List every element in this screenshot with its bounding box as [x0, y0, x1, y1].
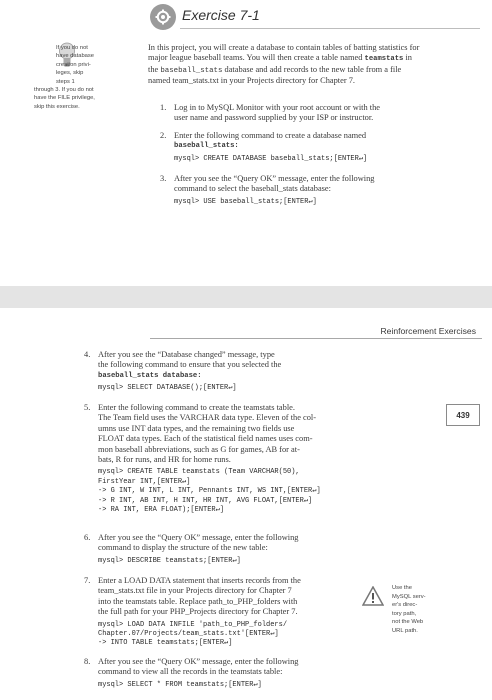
page-bottom	[0, 308, 492, 700]
step-line: baseball_stats:	[174, 142, 239, 151]
step-line: After you see the “Query OK” message, enter the following	[98, 533, 299, 542]
code-line: -> R INT, AB INT, H INT, HR INT, AVG FLOAT,[ENTER↵]	[98, 496, 313, 505]
inline-code: baseball_stats	[160, 66, 223, 75]
step-line: the following command to ensure that you selected the	[98, 360, 282, 370]
warning-icon	[362, 586, 384, 606]
step-line: Enter the following command to create the teamstats table.	[98, 403, 295, 412]
step-line: The Team field uses the VARCHAR data type. Eleven of the col-	[98, 413, 317, 423]
step-line: FLOAT data types. Each of the statistical field names uses com-	[98, 434, 313, 444]
step-line: Enter the following command to create a database named	[174, 131, 367, 140]
code-line: mysql> LOAD DATA INFILE 'path_to_PHP_folders/	[98, 620, 288, 629]
step-line: After you see the “Database changed” message, type	[98, 350, 275, 359]
step-number: 4.	[84, 350, 91, 359]
step-line: into the teamstats table. Replace path_to_PHP_folders with	[98, 596, 298, 606]
code-line: mysql> SELECT DATABASE();[ENTER↵]	[98, 384, 237, 393]
step-line: the full path for your PHP_Projects directory for Chapter 7.	[98, 607, 298, 617]
step-line: user name and password supplied by your ISP or instructor.	[174, 113, 374, 123]
warning-line: er's direc-	[392, 602, 418, 609]
step-line: command to display the structure of the new table:	[98, 543, 268, 553]
step-line: After you see the “Query OK” message, enter the following	[98, 657, 299, 666]
warning-line: MySQL serv-	[392, 593, 426, 600]
tip-line: skip this exercise.	[34, 103, 80, 110]
tip-line: have database	[56, 53, 95, 60]
running-head-rule	[150, 338, 482, 339]
intro-text: database and add records to the new table from a file named team_stats.txt in your Projects directory for Chapter 7.	[148, 64, 402, 86]
step-number: 6.	[84, 533, 91, 542]
step-line: mon baseball abbreviations, such as G for games, AB for at-	[98, 444, 300, 454]
intro-text: In this project, you will create a database to contain tables of batting statistics for major league baseball teams. You will then create a table named	[148, 43, 420, 63]
intro-text: in the	[148, 53, 412, 74]
code-line: Chapter.07/Projects/team_stats.txt'[ENTER↵]	[98, 630, 279, 639]
intro-paragraph	[148, 43, 423, 87]
step-line: Log in to MySQL Monitor with your root account or with the	[174, 103, 381, 112]
warning-sidebar	[392, 584, 442, 636]
code-line: -> G INT, W INT, L INT, Pennants INT, WS INT,[ENTER↵]	[98, 487, 321, 496]
step-number: 7.	[84, 576, 91, 585]
tip-line: If you do not	[56, 45, 88, 51]
step-number: 2.	[160, 131, 167, 140]
step-line: baseball_stats database:	[98, 371, 202, 380]
warning-line: tory path,	[392, 610, 417, 617]
tip-line: steps 1	[56, 78, 75, 85]
exercise-header	[150, 4, 480, 32]
tip-line: through 3. If you do not	[34, 87, 94, 94]
running-head	[150, 322, 482, 342]
page-gap	[0, 286, 492, 308]
step-line: command to view all the records in the teamstats table:	[98, 667, 283, 677]
code-line: mysql> CREATE TABLE teamstats (Team VARCHAR(50),	[98, 468, 300, 477]
step-number: 5.	[84, 403, 91, 412]
step-line: team_stats.txt file in your Projects directory for Chapter 7	[98, 586, 292, 596]
code-line: mysql> DESCRIBE teamstats;[ENTER↵]	[98, 556, 241, 565]
step-line: umns use INT data types, and the remaining two fields use	[98, 423, 295, 433]
step-number: 8.	[84, 657, 91, 666]
code-line: mysql> SELECT * FROM teamstats;[ENTER↵]	[98, 680, 262, 689]
code-line: -> INTO TABLE teamstats;[ENTER↵]	[98, 639, 233, 648]
step-line: Enter a LOAD DATA statement that inserts records from the	[98, 576, 301, 585]
tip-line: creation privi-	[56, 61, 91, 68]
running-head-label: Reinforcement Exercises	[380, 326, 476, 336]
warning-line: Use the	[392, 585, 412, 591]
code-line: -> RA INT, ERA FLOAT);[ENTER↵]	[98, 506, 225, 515]
warning-line: not the Web	[392, 619, 424, 626]
page-number: 439	[446, 404, 480, 426]
step-line: command to select the baseball_stats database:	[174, 184, 331, 194]
page-top	[0, 0, 492, 286]
code-line: mysql> USE baseball_stats;[ENTER↵]	[174, 197, 317, 206]
header-rule	[180, 28, 480, 29]
warning-line: URL path.	[392, 627, 418, 634]
code-line: mysql> CREATE DATABASE baseball_stats;[ENTER↵]	[174, 154, 368, 163]
exercise-title: Exercise 7-1	[182, 7, 260, 23]
tip-line: have the FILE privilege,	[34, 95, 95, 102]
inline-code: teamstats	[364, 55, 404, 64]
code-line: FirstYear INT,[ENTER↵]	[98, 477, 191, 486]
step-number: 3.	[160, 174, 167, 183]
tip-line: leges, skip	[56, 70, 84, 77]
step-line: bats, R for runs, and HR for home runs.	[98, 455, 231, 465]
step-line: After you see the “Query OK” message, enter the following	[174, 174, 375, 183]
tip-sidebar	[34, 44, 116, 111]
step-number: 1.	[160, 103, 167, 112]
gear-icon	[150, 4, 176, 30]
